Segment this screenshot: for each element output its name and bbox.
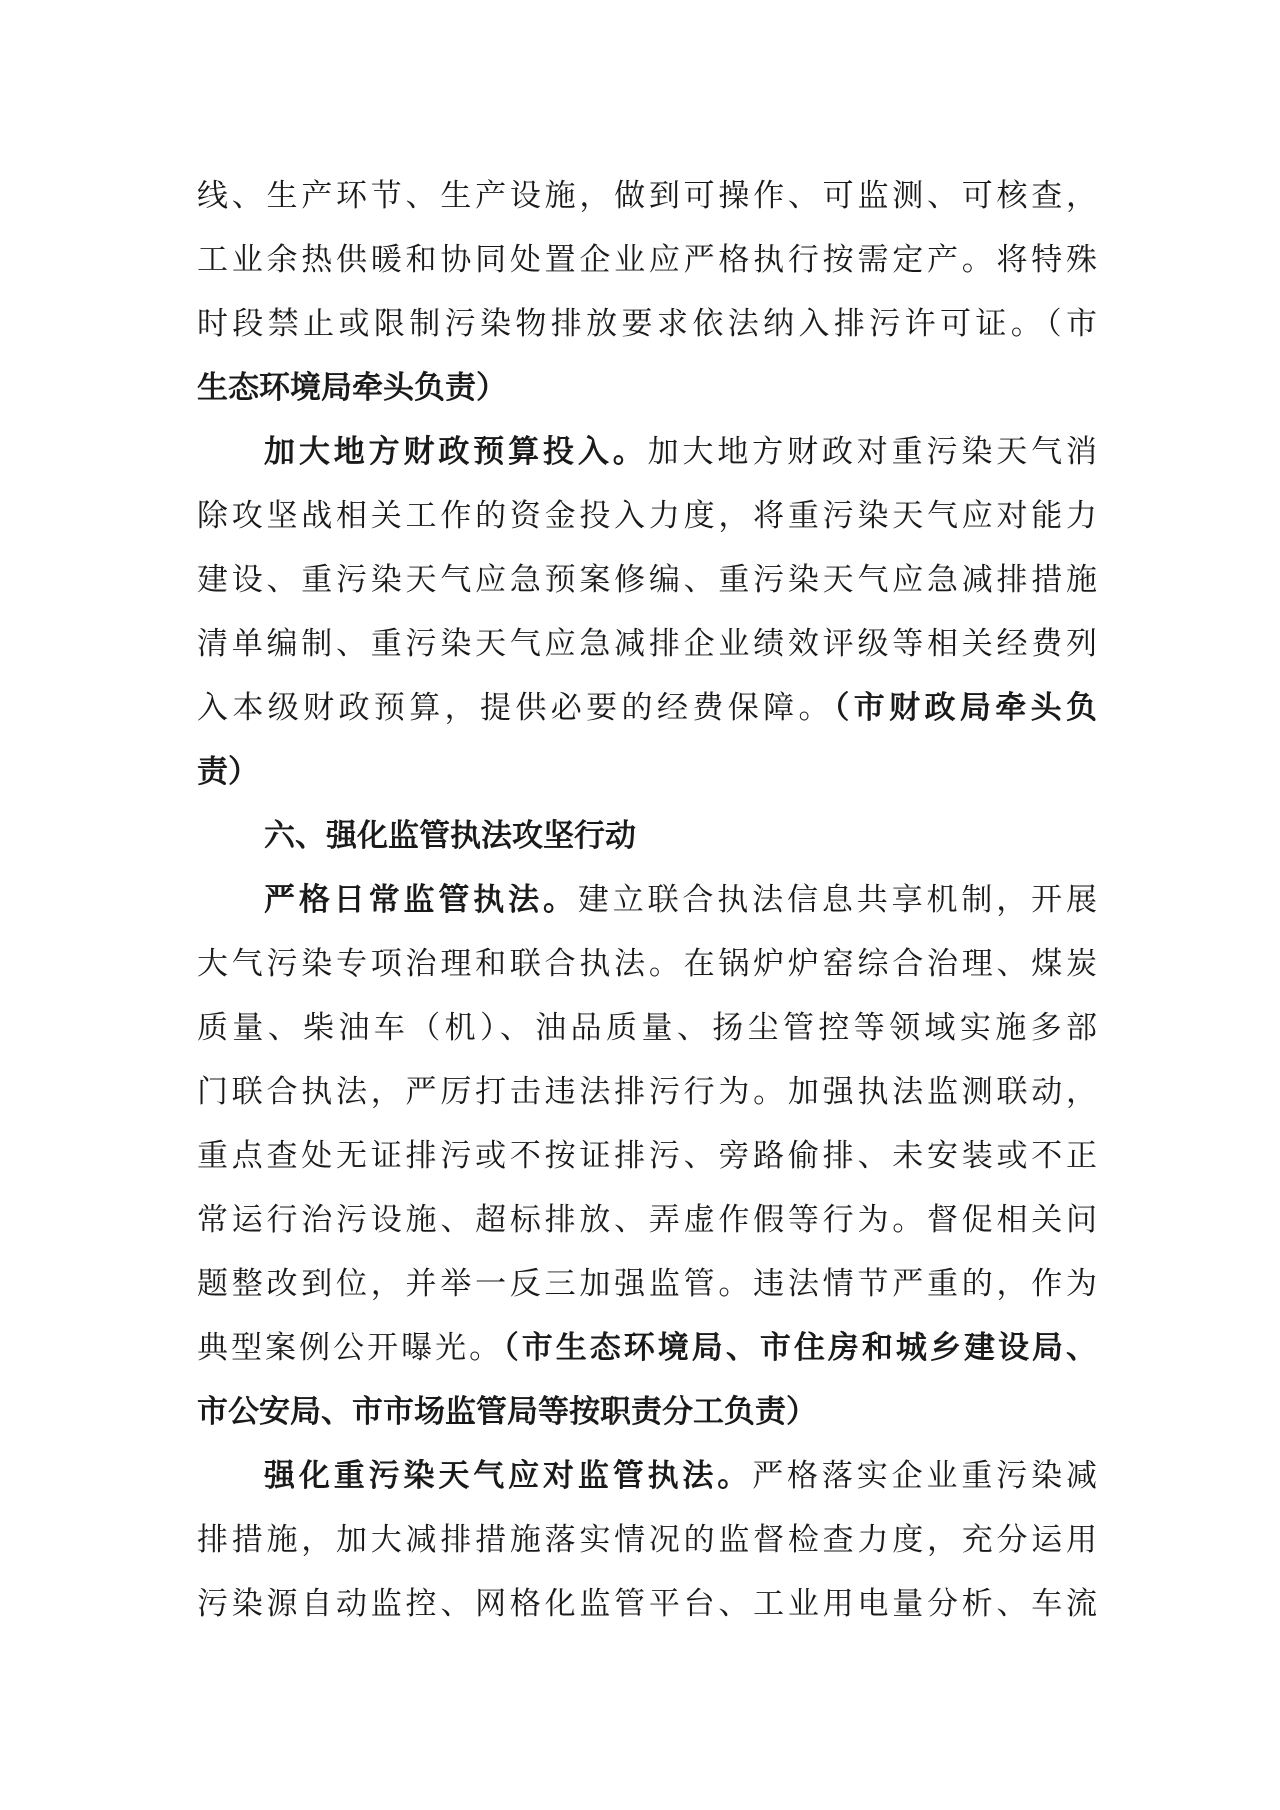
paragraph-line: 常运行治污设施、超标排放、弄虚作假等行为。督促相关问 — [197, 1202, 1097, 1238]
paragraph-line: 大气污染专项治理和联合执法。在锅炉炉窑综合治理、煤炭 — [197, 946, 1097, 982]
paragraph-line: 重点查处无证排污或不按证排污、旁路偷排、未安装或不正 — [197, 1138, 1097, 1174]
paragraph-lead-title: 严格日常监管执法。 — [264, 882, 578, 918]
paragraph-line: 时段禁止或限制污染物排放要求依法纳入排污许可证。（市 — [197, 306, 1097, 342]
paragraph-line: 工业余热供暖和协同处置企业应严格执行按需定产。将特殊 — [197, 242, 1097, 278]
responsibility-note: 市公安局、市市场监管局等按职责分工负责） — [197, 1394, 817, 1430]
paragraph-lead-line: 严格日常监管执法。建立联合执法信息共享机制，开展 — [264, 882, 1098, 918]
responsibility-note: 生态环境局牵头负责） — [197, 370, 507, 406]
paragraph-line: 质量、柴油车（机）、油品质量、扬尘管控等领域实施多部 — [197, 1010, 1097, 1046]
paragraph-line: 除攻坚战相关工作的资金投入力度，将重污染天气应对能力 — [197, 498, 1097, 534]
section-heading: 六、强化监管执法攻坚行动 — [264, 818, 636, 854]
paragraph-line: 题整改到位，并举一反三加强监管。违法情节严重的，作为 — [197, 1266, 1097, 1302]
paragraph-lead-title: 加大地方财政预算投入。 — [264, 434, 648, 470]
paragraph-lead-line: 强化重污染天气应对监管执法。严格落实企业重污染减 — [264, 1458, 1098, 1494]
paragraph-line: 线、生产环节、生产设施，做到可操作、可监测、可核查， — [197, 178, 1097, 214]
paragraph-line: 排措施，加大减排措施落实情况的监督检查力度，充分运用 — [197, 1522, 1097, 1558]
responsibility-note: 责） — [197, 754, 259, 790]
paragraph-line: 建设、重污染天气应急预案修编、重污染天气应急减排措施 — [197, 562, 1097, 598]
paragraph-line: 污染源自动监控、网格化监管平台、工业用电量分析、车流 — [197, 1586, 1097, 1622]
responsibility-note: （市生态环境局、市住房和城乡建设局、 — [503, 1330, 1098, 1366]
paragraph-line: 清单编制、重污染天气应急减排企业绩效评级等相关经费列 — [197, 626, 1097, 662]
paragraph-lead-title: 强化重污染天气应对监管执法。 — [264, 1458, 753, 1494]
responsibility-note: （市财政局牵头负 — [833, 690, 1098, 726]
paragraph-lead-line: 加大地方财政预算投入。加大地方财政对重污染天气消 — [264, 434, 1098, 470]
paragraph-line: 门联合执法，严厉打击违法排污行为。加强执法监测联动， — [197, 1074, 1097, 1110]
paragraph-line: 典型案例公开曝光。（市生态环境局、市住房和城乡建设局、 — [197, 1330, 1098, 1366]
paragraph-line: 入本级财政预算，提供必要的经费保障。（市财政局牵头负 — [197, 690, 1098, 726]
